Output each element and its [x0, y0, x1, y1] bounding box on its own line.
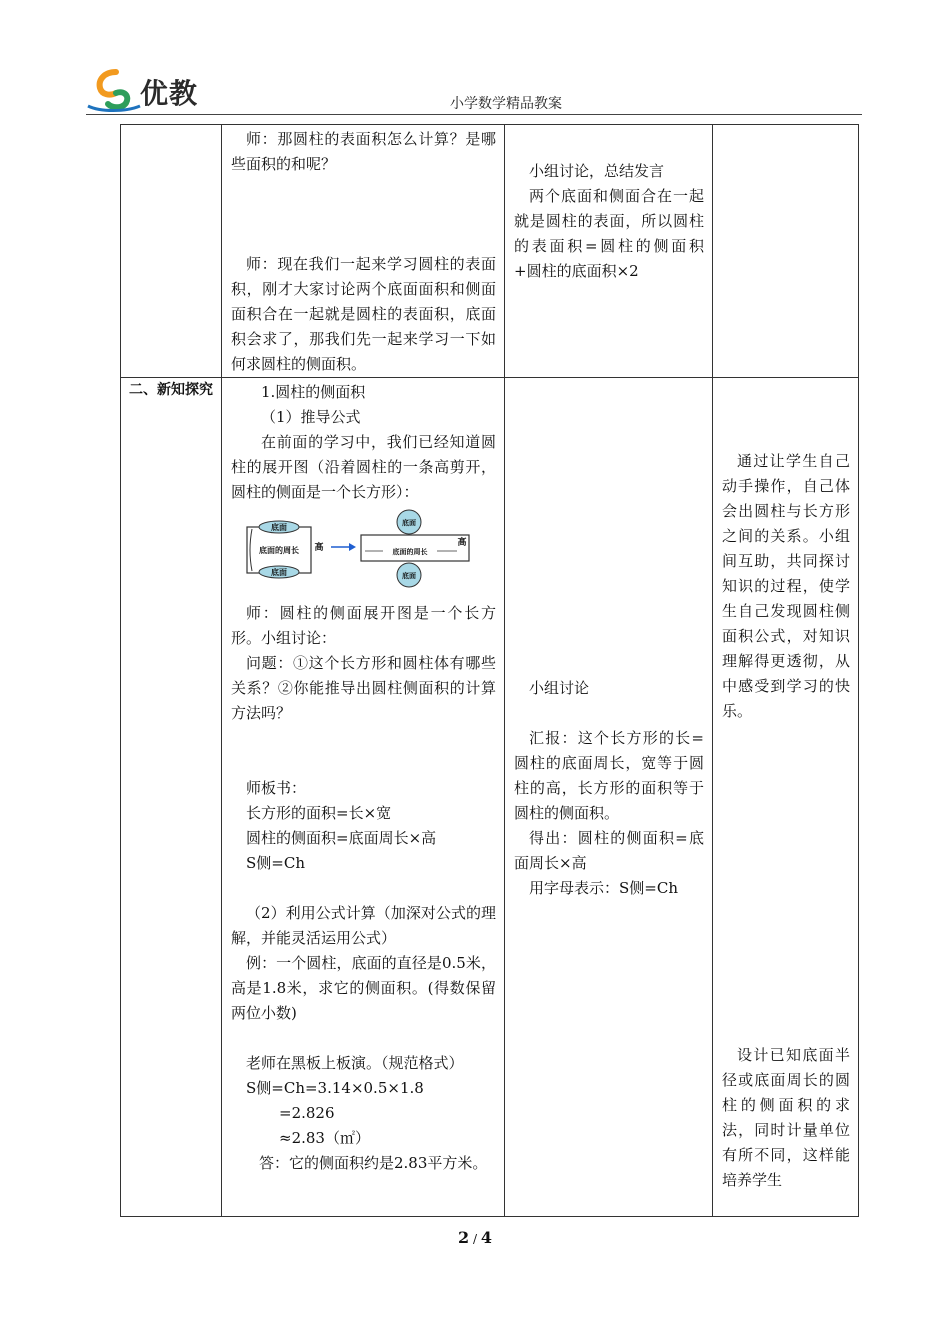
total-pages: 4: [480, 1228, 492, 1247]
page-separator: /: [469, 1232, 481, 1246]
rect-top-label: 底面: [402, 519, 416, 527]
discussion-question: 问题：①这个长方形和圆柱体有哪些关系？②你能推导出圆柱侧面积的计算方法吗？: [231, 654, 496, 722]
student-discussion: 小组讨论，总结发言: [529, 162, 665, 180]
student-activity-cell: [505, 125, 713, 378]
rect-height-label: 高: [457, 538, 467, 548]
board-demo: 老师在黑板上板演。（规范格式）: [246, 1054, 464, 1072]
logo-text: 优教: [140, 77, 199, 110]
subsection-derive: （1）推导公式: [261, 408, 361, 426]
cylinder-unfold-diagram: [231, 509, 471, 595]
rect-length-label: 底面的周长: [392, 548, 428, 556]
stage-cell: [121, 125, 222, 378]
teacher-activity-cell: [222, 378, 505, 1217]
student-result: 得出：圆柱的侧面积=底面周长×高: [514, 829, 704, 872]
student-report: 汇报：这个长方形的长=圆柱的底面周长，宽等于圆柱的高，长方形的面积等于圆柱的侧面积。: [514, 729, 704, 822]
intro-paragraph: 在前面的学习中，我们已经知道圆柱的展开图（沿着圆柱的一条高剪开，圆柱的侧面是一个长方形）：: [231, 433, 496, 501]
cylinder-bottom-label: 底面: [271, 568, 287, 577]
page-number: [0, 1228, 950, 1247]
board-title: 师板书：: [246, 779, 307, 797]
student-letters: 用字母表示：S侧=Ch: [529, 879, 678, 897]
student-activity-cell: [505, 378, 713, 1217]
teacher-activity-cell: [222, 125, 505, 378]
cylinder-circumference-label: 底面的周长: [259, 546, 299, 555]
teacher-intro: 师：现在我们一起来学习圆柱的表面积，刚才大家讨论两个底面面积和侧面面积合在一起就是圆柱的表面积，底面积会求了，那我们先一起来学习一下如何求圆柱的侧面积。: [231, 255, 496, 373]
table-row: [121, 125, 859, 378]
calc-line-3: ≈2.83（㎡）: [279, 1129, 370, 1147]
cylinder-top-label: 底面: [271, 523, 287, 532]
calc-line-1: S侧=Ch=3.14×0.5×1.8: [246, 1079, 424, 1097]
stage-label: 二、新知探究: [129, 382, 213, 398]
stage-cell: [121, 378, 222, 1217]
design-intent-1: 通过让学生自己动手操作，自己体会出圆柱与长方形之间的关系。小组间互助，共同探讨知识的过程，使学生自己发现圆柱侧面积公式，对知识理解得更透彻，从中感受到学习的快乐。: [722, 452, 850, 720]
answer: 答：它的侧面积约是2.83平方米。: [259, 1154, 488, 1172]
header-title: 小学数学精品教案: [450, 96, 562, 112]
teacher-question: 师：那圆柱的表面积怎么计算？是哪些面积的和呢？: [231, 130, 496, 173]
table-row: [121, 378, 859, 1217]
student-summary: 两个底面和侧面合在一起就是圆柱的表面，所以圆柱的表面积=圆柱的侧面积+圆柱的底面积×2: [514, 187, 704, 280]
design-intent-cell: [713, 378, 859, 1217]
board-line-1: 长方形的面积=长×宽: [246, 804, 392, 822]
current-page: 2: [458, 1228, 470, 1247]
design-intent-cell: [713, 125, 859, 378]
design-intent-2: 设计已知底面半径或底面周长的圆柱的侧面积的求法，同时计量单位有所不同，这样能培养学生: [722, 1046, 850, 1189]
teacher-statement: 师：圆柱的侧面展开图是一个长方形。小组讨论：: [231, 604, 496, 647]
unfold-arrowhead: [349, 543, 356, 551]
lesson-table: [120, 124, 859, 1217]
board-line-2: 圆柱的侧面积=底面周长×高: [246, 829, 437, 847]
calc-line-2: =2.826: [279, 1104, 335, 1122]
example-problem: 例：一个圆柱，底面的直径是0.5米，高是1.8米，求它的侧面积。(得数保留两位小数): [231, 954, 496, 1022]
subsection-apply: （2）利用公式计算（加深对公式的理解，并能灵活运用公式）: [231, 904, 496, 947]
header-divider: [86, 114, 862, 115]
rect-bottom-label: 底面: [402, 572, 416, 580]
board-line-3: S侧=Ch: [246, 854, 305, 872]
student-discuss: 小组讨论: [529, 679, 590, 697]
section-heading: 1.圆柱的侧面积: [261, 383, 366, 401]
cylinder-height-label: 高: [314, 543, 324, 553]
